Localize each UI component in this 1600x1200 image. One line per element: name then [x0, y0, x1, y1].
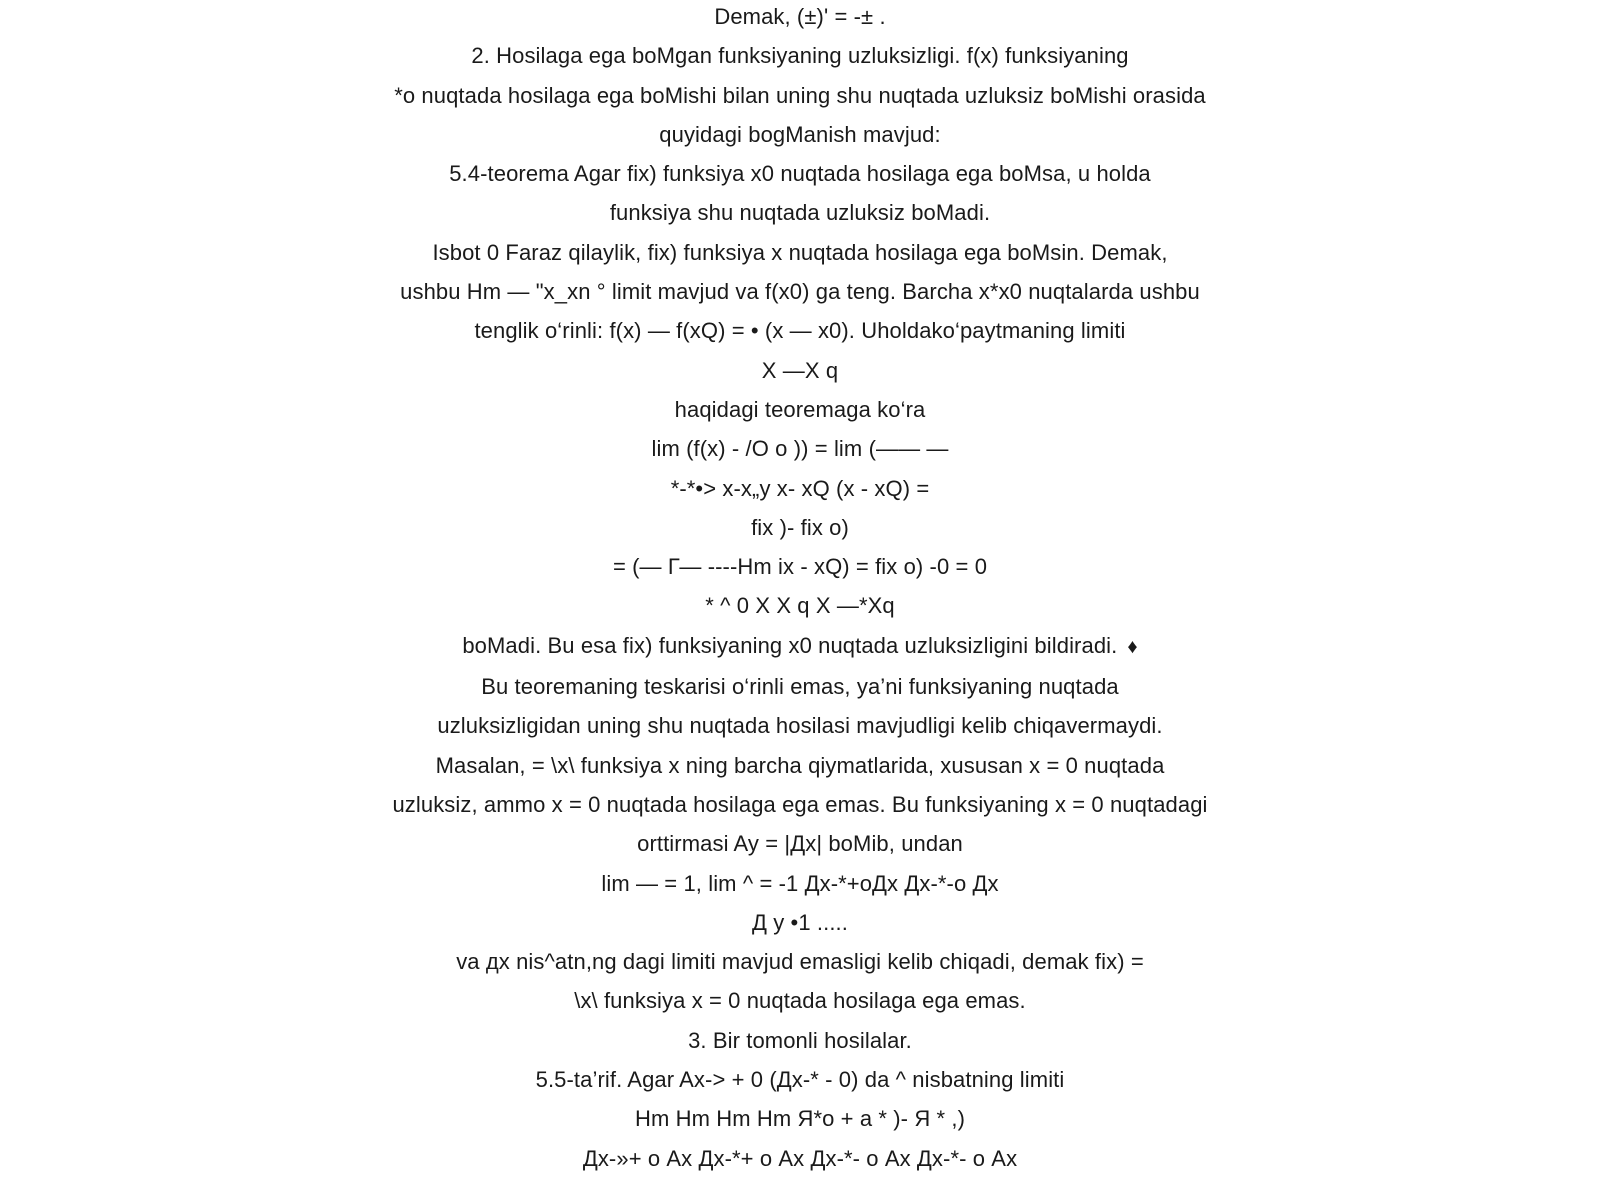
proof-end-diamond-icon: ♦: [1127, 635, 1138, 658]
text-line-4: quyidagi bogManish mavjud:: [659, 121, 941, 147]
formula-line-4: fix )- fix o): [751, 514, 849, 540]
text-line-2: 2. Hosilaga ega boMgan funksiyaning uzluksizligi. f(x) funksiyaning: [471, 43, 1129, 69]
proof-conclusion-line: [0, 626, 1600, 667]
formula-line-9: Hm Hm Hm Hm Я*о + a * )- Я * ,): [634, 1106, 966, 1132]
formula-line-5: = (— Г— ----Hm ix - xQ) = fix o) -0 = 0: [612, 554, 988, 580]
formula-line-10: Дх-»+ о Ах Дх-*+ о Ах Дх-*- о Ах Дх-*- о Ах: [582, 1145, 1018, 1171]
formula-line-2: lim (f(x) - /O o )) = lim (—— —: [651, 436, 949, 462]
example-line-3: orttirmasi Ay = |Дх| boMib, undan: [637, 831, 963, 857]
example-line-2: uzluksiz, ammo x = 0 nuqtada hosilaga ega emas. Bu funksiyaning x = 0 nuqtadagi: [392, 791, 1208, 817]
formula-line-1: X —X q: [761, 357, 839, 383]
theorem-statement-line-2: funksiya shu nuqtada uzluksiz boMadi.: [609, 200, 991, 226]
text-line-1: Demak, (±)' = -± .: [714, 4, 886, 29]
proof-line-1: Isbot 0 Faraz qilaylik, fix) funksiya x nuqtada hosilaga ega boMsin. Demak,: [432, 239, 1168, 265]
text-line-19: uzluksizligidan uning shu nuqtada hosilasi mavjudligi kelib chiqavermaydi.: [437, 713, 1163, 739]
text-line-18: Bu teoremaning teskarisi o‘rinli emas, ya’ni funksiyaning nuqtada: [481, 674, 1119, 700]
example-line-4: va дх nis^atn,ng dagi limiti mavjud emasligi kelib chiqadi, demak fix) =: [456, 949, 1144, 975]
section-heading: 3. Bir tomonli hosilalar.: [688, 1027, 912, 1053]
formula-line-8: Д у •1 .....: [752, 909, 848, 935]
formula-line-7: lim — = 1, lim ^ = -1 Дх-*+оДх Дх-*-о Дх: [601, 870, 999, 896]
text-line-11: haqidagi teoremaga ko‘ra: [674, 396, 926, 422]
example-line-5: \x\ funksiya x = 0 nuqtada hosilaga ega emas.: [574, 988, 1026, 1014]
proof-conclusion-text: boMadi. Bu esa fix) funksiyaning x0 nuqtada uzluksizligini bildiradi.: [462, 632, 1118, 658]
text-line-3: *o nuqtada hosilaga ega boMishi bilan uning shu nuqtada uzluksiz boMishi orasida: [394, 82, 1206, 108]
theorem-statement-line-1: 5.4-teorema Agar fix) funksiya x0 nuqtada hosilaga ega boMsa, u holda: [449, 161, 1151, 187]
definition-line-1: 5.5-ta’rif. Agar Ax-> + 0 (Дх-* - 0) da ^ nisbatning limiti: [535, 1067, 1065, 1093]
proof-line-2: ushbu Hm — "x_xn ° limit mavjud va f(x0) ga teng. Barcha x*x0 nuqtalarda ushbu: [400, 279, 1200, 305]
formula-line-6: * ^ 0 X X q X —*Xq: [705, 593, 895, 619]
proof-line-3: tenglik o‘rinli: f(x) — f(xQ) = • (x — x0). Uholdako‘paytmaning limiti: [474, 318, 1126, 344]
formula-line-3: *-*•> x-x„y x- xQ (x - xQ) =: [670, 475, 930, 501]
example-line-1: Masalan, = \x\ funksiya x ning barcha qiymatlarida, xususan x = 0 nuqtada: [435, 752, 1165, 778]
